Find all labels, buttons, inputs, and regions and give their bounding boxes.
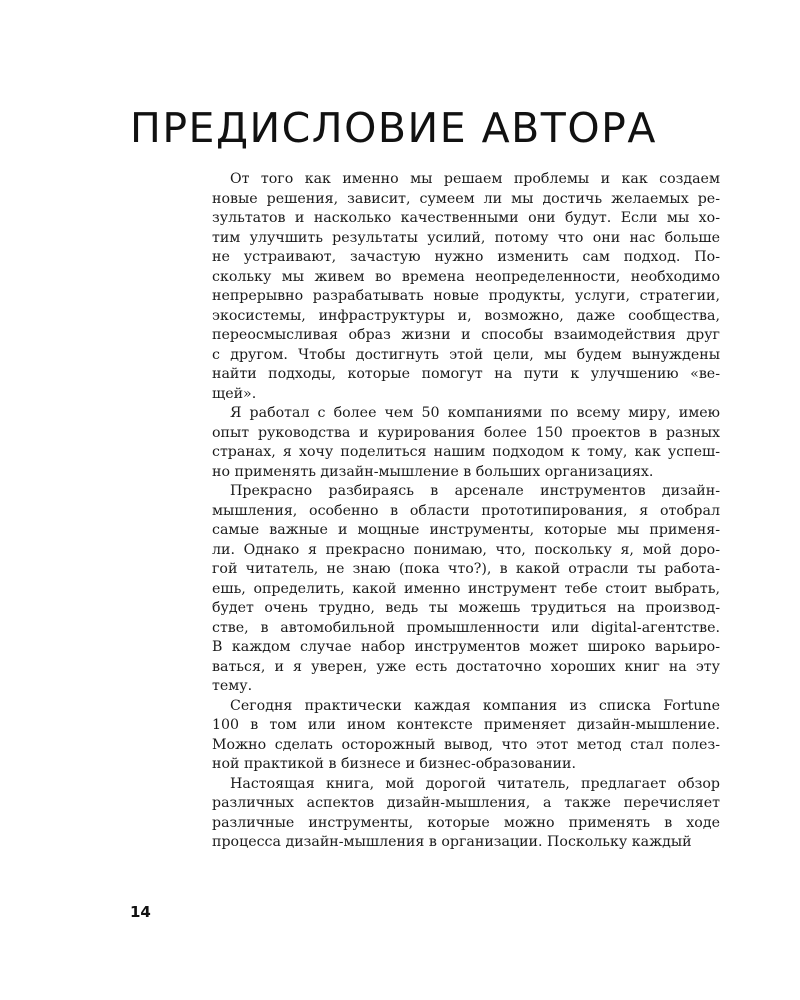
text-line: непрерывно разрабатывать новые продукты, услуги, стратегии, (212, 288, 720, 304)
text-line: переосмысливая образ жизни и способы взаимодействия друг (212, 327, 720, 343)
text-line: ешь, определить, какой именно инструмент тебе стоит выбрать, (212, 580, 720, 597)
text-line: ной практикой в бизнесе и бизнес-образовании. (212, 756, 576, 772)
text-line: тим улучшить результаты усилий, потому что они нас больше (212, 229, 720, 246)
text-line: различные инструменты, которые можно применять в ходе (212, 814, 720, 831)
text-line: мышления, особенно в области прототипирования, я отобрал (212, 502, 720, 519)
text-line: Можно сделать осторожный вывод, что этот метод стал полез- (212, 736, 720, 753)
text-line: с другом. Чтобы достигнуть этой цели, мы будем вынуждены (212, 346, 720, 363)
paragraph (212, 404, 720, 482)
text-line: самые важные и мощные инструменты, которые мы применя- (212, 522, 720, 538)
text-line: странах, я хочу поделиться нашим подходом к тому, как успеш- (212, 444, 720, 460)
page-title: ПРЕДИСЛОВИЕ АВТОРА (130, 104, 657, 152)
text-line: экосистемы, инфраструктуры и, возможно, даже сообщества, (212, 307, 720, 324)
paragraph (212, 482, 720, 697)
text-line: скольку мы живем во времена неопределенности, необходимо (212, 268, 720, 285)
text-line: опыт руководства и курирования более 150 проектов в разных (212, 424, 720, 441)
text-line: найти подходы, которые помогут на пути к улучшению «ве- (212, 366, 720, 382)
text-line: Настоящая книга, мой дорогой читатель, предлагает обзор (230, 775, 720, 792)
body-text (212, 170, 720, 853)
paragraph (212, 775, 720, 853)
paragraph (212, 697, 720, 775)
text-line: процесса дизайн-мышления в организации. Поскольку каждый (212, 834, 692, 850)
text-line: но применять дизайн-мышление в больших организациях. (212, 463, 654, 480)
text-line: Сегодня практически каждая компания из списка Fortune (230, 697, 720, 714)
text-line: гой читатель, не знаю (пока что?), в какой отрасли ты работа- (212, 561, 720, 577)
text-line: новые решения, зависит, сумеем ли мы достичь желаемых ре- (212, 190, 720, 207)
text-line: стве, в автомобильной промышленности или digital-агентстве. (212, 619, 720, 636)
text-line: тему. (212, 678, 253, 694)
text-line: От того как именно мы решаем проблемы и как создаем (230, 171, 720, 187)
text-line: будет очень трудно, ведь ты можешь трудиться на производ- (212, 600, 720, 616)
text-line: Прекрасно разбираясь в арсенале инструментов дизайн- (230, 483, 720, 499)
text-line: В каждом случае набор инструментов может широко варьиро- (212, 639, 720, 655)
text-line: зультатов и насколько качественными они будут. Если мы хо- (212, 210, 720, 226)
text-line: различных аспектов дизайн-мышления, а также перечисляет (212, 795, 720, 811)
text-line: ли. Однако я прекрасно понимаю, что, поскольку я, мой доро- (212, 541, 720, 558)
text-line: щей». (212, 385, 257, 402)
text-line: ваться, и я уверен, уже есть достаточно хороших книг на эту (212, 658, 720, 675)
text-line: 100 в том или ином контексте применяет дизайн-мышление. (212, 717, 720, 733)
page-number: 14 (130, 903, 151, 921)
text-line: не устраивают, зачастую нужно изменить сам подход. По- (212, 249, 720, 265)
text-line: Я работал с более чем 50 компаниями по всему миру, имею (230, 405, 720, 421)
paragraph (212, 170, 720, 404)
